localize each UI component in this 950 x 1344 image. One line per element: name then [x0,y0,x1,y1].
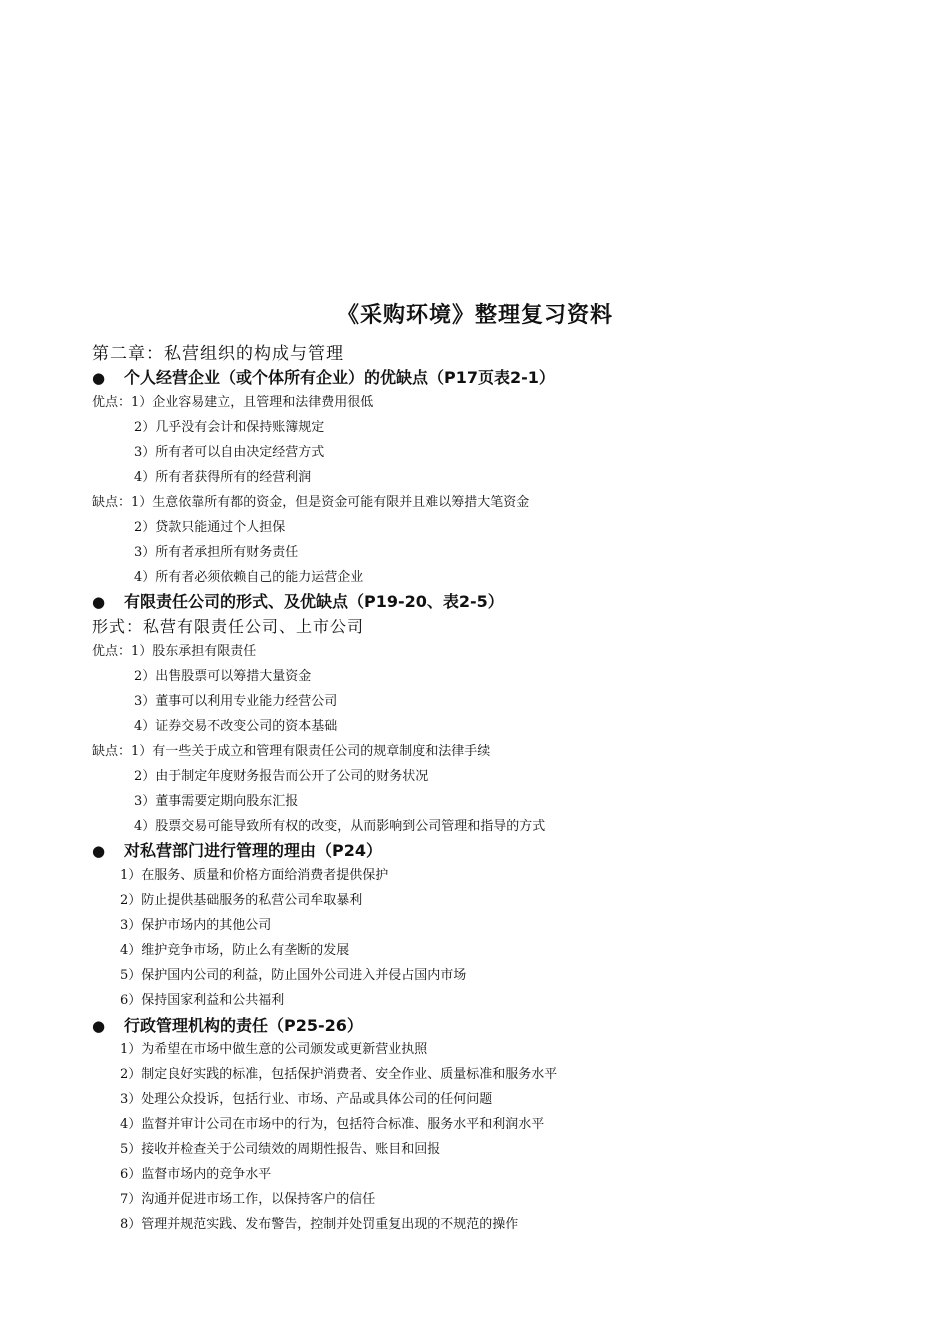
pros-item [92,640,256,659]
cons-item: 2）贷款只能通过个人担保 [134,520,286,535]
pros-item: 2）几乎没有会计和保持账簿规定 [134,420,325,435]
cons-label: 缺点： [92,495,132,510]
bullet-icon: ● [92,369,106,387]
section-heading-agency-duties [92,1013,363,1036]
list-item: 6）保持国家利益和公共福利 [120,993,285,1008]
cons-item [92,491,529,510]
list-item: 2）制定良好实践的标准，包括保护消费者、安全作业、质量标准和服务水平 [120,1067,558,1082]
pros-item [92,391,373,410]
section-heading-limited-company [92,589,504,612]
list-item: 5）保护国内公司的利益，防止国外公司进入并侵占国内市场 [120,968,467,983]
pros-item: 3）所有者可以自由决定经营方式 [134,445,325,460]
pros-text: 1）企业容易建立，且管理和法律费用很低 [131,395,374,410]
section-heading-text: 个人经营企业（或个体所有企业）的优缺点（P17页表2-1） [124,368,555,387]
section-heading-text: 对私营部门进行管理的理由（P24） [124,841,382,860]
pros-label: 优点： [92,395,132,410]
pros-label: 优点： [92,644,132,659]
cons-text: 1）生意依靠所有都的资金，但是资金可能有限并且难以筹措大笔资金 [131,495,530,510]
document-title: 《采购环境》整理复习资料 [336,303,613,328]
bullet-icon: ● [92,593,106,611]
list-item: 2）防止提供基础服务的私营公司牟取暴利 [120,893,363,908]
list-item: 7）沟通并促进市场工作，以保持客户的信任 [120,1192,376,1207]
bullet-icon: ● [92,1017,106,1035]
list-item: 4）维护竞争市场，防止么有垄断的发展 [120,943,350,958]
cons-item: 4）股票交易可能导致所有权的改变，从而影响到公司管理和指导的方式 [134,819,546,834]
section-heading-regulation-reasons [92,838,382,861]
cons-item: 2）由于制定年度财务报告而公开了公司的财务状况 [134,769,429,784]
cons-item: 4）所有者必须依赖自己的能力运营企业 [134,570,364,585]
list-item: 4）监督并审计公司在市场中的行为，包括符合标准、服务水平和利润水平 [120,1117,545,1132]
pros-text: 1）股东承担有限责任 [131,644,257,659]
cons-item: 3）所有者承担所有财务责任 [134,545,299,560]
cons-item [92,740,490,759]
cons-item: 3）董事需要定期向股东汇报 [134,794,299,809]
list-item: 6）监督市场内的竞争水平 [120,1167,272,1182]
list-item: 3）保护市场内的其他公司 [120,918,272,933]
cons-text: 1）有一些关于成立和管理有限责任公司的规章制度和法律手续 [131,744,491,759]
pros-item: 4）所有者获得所有的经营利润 [134,470,312,485]
pros-item: 2）出售股票可以筹措大量资金 [134,669,312,684]
list-item: 1）为希望在市场中做生意的公司颁发或更新营业执照 [120,1042,428,1057]
cons-label: 缺点： [92,744,132,759]
list-item: 3）处理公众投诉，包括行业、市场、产品或具体公司的任何问题 [120,1092,493,1107]
list-item: 1）在服务、质量和价格方面给消费者提供保护 [120,868,389,883]
section-heading-text: 有限责任公司的形式、及优缺点（P19-20、表2-5） [124,592,504,611]
pros-item: 4）证券交易不改变公司的资本基础 [134,719,338,734]
pros-item: 3）董事可以利用专业能力经营公司 [134,694,338,709]
list-item: 5）接收并检查关于公司绩效的周期性报告、账目和回报 [120,1142,441,1157]
bullet-icon: ● [92,842,106,860]
company-forms: 形式：私营有限责任公司、上市公司 [92,617,365,636]
section-heading-sole-proprietorship [92,365,555,388]
chapter-heading: 第二章：私营组织的构成与管理 [92,344,344,364]
section-heading-text: 行政管理机构的责任（P25-26） [124,1016,363,1035]
list-item: 8）管理并规范实践、发布警告，控制并处罚重复出现的不规范的操作 [120,1217,519,1232]
